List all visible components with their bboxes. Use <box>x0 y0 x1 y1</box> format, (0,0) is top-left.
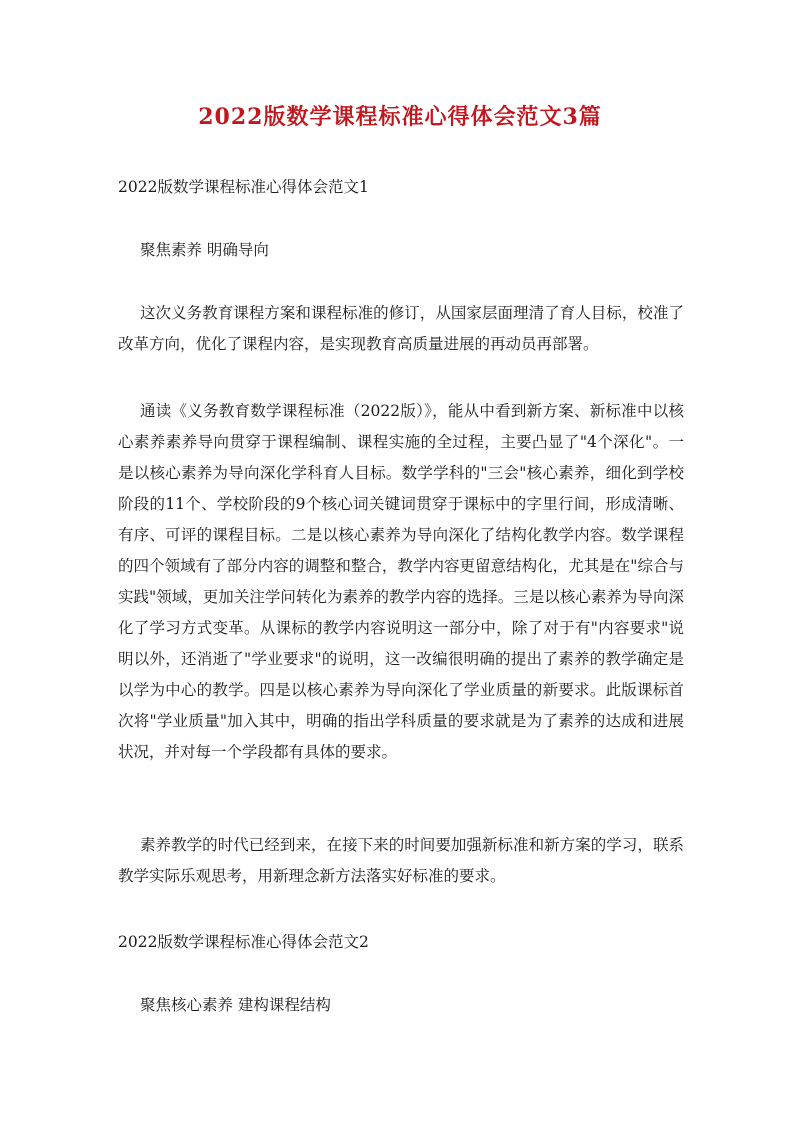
section-1-subtitle: 聚焦素养 明确导向 <box>140 241 269 259</box>
section-2-heading: 2022版数学课程标准心得体会范文2 <box>118 933 369 951</box>
section-1-heading: 2022版数学课程标准心得体会范文1 <box>118 178 369 196</box>
section-1-paragraph-3: 素养教学的时代已经到来，在接下来的时间要加强新标准和新方案的学习，联系教学实际乐观思考，用新理念新方法落实好标准的要求。 <box>118 836 684 885</box>
section-1-paragraph-2: 通读《义务教育数学课程标准（2022版）》，能从中看到新方案、新标准中以核心素养素养导向贯穿于课程编制、课程实施的全过程，主要凸显了"4个深化"。一是以核心素养为导向深化学科育人目标。数学学科的"三会"核心素养，细化到学校阶段的11个、学校阶段的9个核心词关键词贯穿于课标中的字里行间，形成清晰、有序、可评的课程目标。二是以核心素养为导向深化了结构化教学内容。数学课程的四个领域有了部分内容的调整和整合，教学内容更留意结构化，尤其是在"综合与实践"领域，更加关注学问转化为素养的教学内容的选择。三是以核心素养为导向深化了学习方式变革。从课标的教学内容说明这一部分中，除了对于有"内容要求"说明以外，还消逝了"学业要求"的说明，这一改编很明确的提出了素养的教学确定是以学为中心的教学。四是以核心素养为导向深化了学业质量的新要求。此版课标首次将"学业质量"加入其中，明确的指出学科质量的要求就是为了素养的达成和进展状况，并对每一个学段都有具体的要求。 <box>118 402 684 761</box>
section-2-subtitle: 聚焦核心素养 建构课程结构 <box>140 996 331 1014</box>
section-1-paragraph-1: 这次义务教育课程方案和课程标准的修订，从国家层面理清了育人目标，校准了改革方向，优化了课程内容，是实现教育高质量进展的再动员再部署。 <box>118 304 684 353</box>
document-title: 2022版数学课程标准心得体会范文3篇 <box>198 104 602 130</box>
